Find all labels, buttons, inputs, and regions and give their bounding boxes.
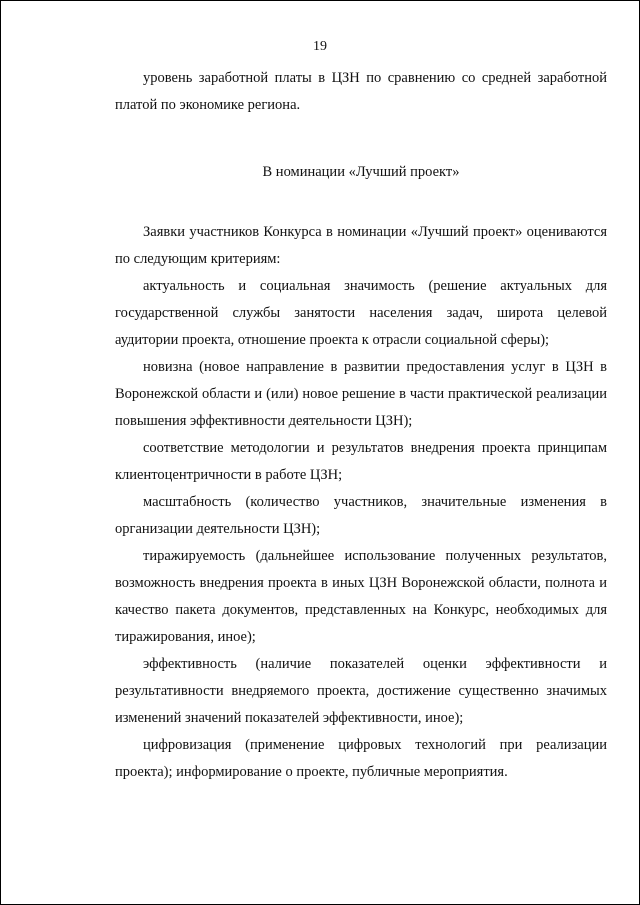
criterion-item: масштабность (количество участников, значительные изменения в организации деятельности ЦЗН); [115, 494, 607, 537]
criterion-item: соответствие методологии и результатов внедрения проекта принципам клиентоцентричности в работе ЦЗН; [115, 440, 607, 483]
paragraph-continuation: уровень заработной платы в ЦЗН по сравнению со средней заработной платой по экономике региона. [115, 70, 607, 113]
criterion-item: цифровизация (применение цифровых технологий при реализации проекта); информирование о проекте, публичные мероприятия. [115, 737, 607, 780]
document-body [115, 65, 607, 786]
section-heading: В номинации «Лучший проект» [262, 164, 460, 180]
criterion-item: новизна (новое направление в развитии предоставления услуг в ЦЗН в Воронежской области и (или) новое решение в части практической реализации повышения эффективности деятельности ЦЗН); [115, 359, 607, 429]
criterion-item: тиражируемость (дальнейшее использование полученных результатов, возможность внедрения проекта в иных ЦЗН Воронежской области, полнота и качество пакета документов, представленных на Конкурс, необходимых для тиражирования, иное); [115, 548, 607, 645]
page-number: 19 [313, 39, 327, 54]
criterion-item: актуальность и социальная значимость (решение актуальных для государственной службы занятости населения задач, широта целевой аудитории проекта, отношение проекта к отрасли социальной сферы); [115, 278, 607, 348]
criterion-item: эффективность (наличие показателей оценки эффективности и результативности внедряемого проекта, достижение существенно значимых изменений значений показателей эффективности, иное); [115, 656, 607, 726]
criteria-intro: Заявки участников Конкурса в номинации «Лучший проект» оцениваются по следующим критериям: [115, 224, 607, 267]
